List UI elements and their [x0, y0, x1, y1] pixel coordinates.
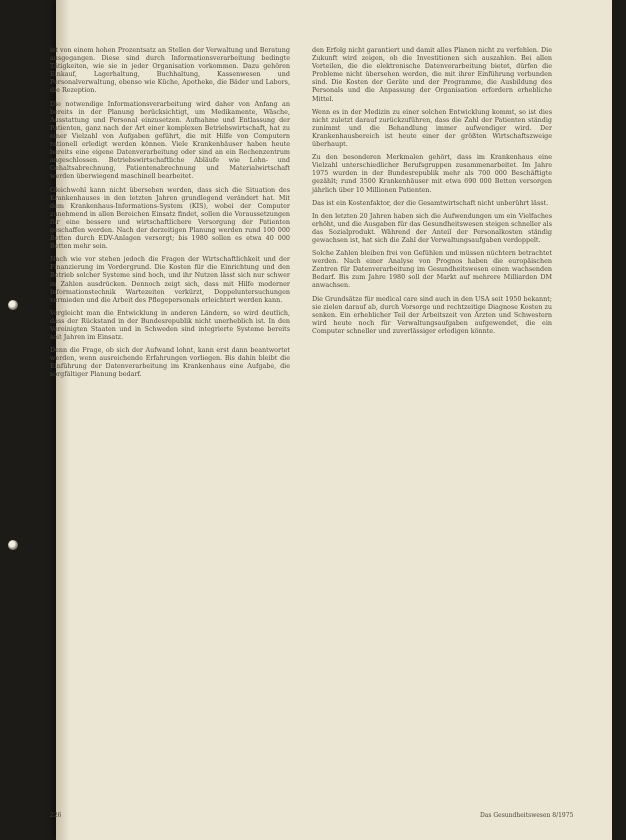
paragraph: Das ist ein Kostenfaktor, der die Gesamtwirtschaft nicht unberührt lässt. [312, 198, 549, 207]
paragraph: Nach wie vor stehen jedoch die Fragen der Wirtschaftlichkeit und der Finanzierung im Vordergrund. Die Kosten für die Einrichtung und den Betrieb solcher Systeme sind hoch, und ihr Nutzen lässt sich nur schwer in Zahlen ausdrücken. Dennoch zeigt sich, dass mit Hilfe moderner Informationstechnik Wartezeiten verkürzt, Doppeluntersuchungen vermieden und die Arbeit des Pflegepersonals erleichtert werden kann. [50, 255, 290, 304]
journal-footer: Das Gesundheitswesen 8/1975 [480, 812, 574, 819]
right-text-column [312, 46, 552, 340]
paragraph: Vergleicht man die Entwicklung in anderen Ländern, so wird deutlich, dass der Rückstand in der Bundesrepublik nicht unerheblich ist. In den Vereinigten Staaten und in Schweden sind integrierte Systeme bereits seit Jahren im Einsatz. [50, 308, 290, 342]
paragraph: In den letzten 20 Jahren haben sich die Aufwendungen um ein Vielfaches erhöht, und die Ausgaben für das Gesundheitswesen steigen schneller als das Sozialprodukt. Während der Anteil der Personalkosten ständig gewachsen ist, hat sich die Zahl der Verwaltungsaufgaben verdoppelt. [312, 211, 552, 244]
page-number: 226 [50, 812, 62, 819]
paragraph: Wenn es in der Medizin zu einer solchen Entwicklung kommt, so ist dies nicht zuletzt darauf zurückzuführen, dass die Zahl der Patienten ständig zunimmt und die Behandlung immer aufwendiger wird. Der Krankenhausbereich ist heute einer der größten Wirtschaftszweige überhaupt. [312, 107, 552, 149]
paragraph: Zu den besonderen Merkmalen gehört, dass im Krankenhaus eine Vielzahl unterschiedlicher Berufsgruppen zusammenarbeitet. Im Jahre 1975 wurden in der Bundesrepublik mehr als 700 000 Beschäftigte gezählt; rund 3500 Krankenhäuser mit etwa 690 000 Betten versorgen jährlich über 10 Millionen Patienten. [312, 153, 552, 194]
paragraph: Solche Zahlen bleiben frei von Gefühlen und müssen nüchtern betrachtet werden. Nach einer Analyse von Prognos haben die europäischen Zentren für Datenverarbeitung im Gesundheitswesen einen wachsenden Bedarf. Bis zum Jahre 1980 soll der Markt auf mehrere Milliarden DM anwachsen. [312, 249, 552, 290]
punch-hole [8, 300, 18, 310]
paragraph: Die notwendige Informationsverarbeitung wird daher von Anfang an bereits in der Planung berücksichtigt, um Medikamente, Wäsche, Ausstattung und Personal einzusetzen. Aufnahme und Entlassung der Patienten, ganz nach der Art einer komplexen Betriebswirtschaft, hat zu einer Vielzahl von Aufgaben geführt, die mit Hilfe von Computern rationell erledigt werden können. Viele Krankenhäuser haben heute bereits eine eigene Datenverarbeitung oder sind an ein Rechenzentrum angeschlossen. Betriebswirtschaftliche Abläufe wie Lohn- und Gehaltsabrechnung, Patientenabrechnung und Materialwirtschaft werden überwiegend maschinell bearbeitet. [50, 99, 290, 181]
paragraph: den Erfolg nicht garantiert und damit alles Planen nicht zu verfehlen. Die Zukunft wird zeigen, ob die Investitionen sich auszahlen. Bei allen Vorteilen, die die elektronische Datenverarbeitung bietet, dürfen die Probleme nicht übersehen werden, die mit ihrer Einführung verbunden sind. Die Kosten der Geräte und der Programme, die Ausbildung des Personals und die Anpassung der Organisation erfordern erhebliche Mittel. [312, 46, 552, 103]
paragraph: Gleichwohl kann nicht übersehen werden, dass sich die Situation des Krankenhauses in den letzten Jahren grundlegend verändert hat. Mit dem Krankenhaus-Informations-System (KIS), wobei der Computer zunehmend in allen Bereichen Einsatz findet, sollen die Voraussetzungen für eine bessere und wirtschaftlichere Versorgung der Patienten geschaffen werden. Nach der derzeitigen Planung werden rund 100 000 Betten durch EDV-Anlagen versorgt; bis 1980 sollen es etwa 40 000 Betten mehr sein. [50, 185, 290, 251]
paragraph: Denn die Frage, ob sich der Aufwand lohnt, kann erst dann beantwortet werden, wenn ausreichende Erfahrungen vorliegen. Bis dahin bleibt die Einführung der Datenverarbeitung im Krankenhaus eine Aufgabe, die sorgfältiger Planung bedarf. [50, 346, 290, 379]
punch-hole [8, 540, 18, 550]
paragraph: Die Grundsätze für medical care sind auch in den USA seit 1950 bekannt; sie zielen darauf ab, durch Vorsorge und rechtzeitige Diagnose Kosten zu senken. Ein erheblicher Teil der Arbeitszeit von Ärzten und Schwestern wird heute noch für Verwaltungsaufgaben aufgewendet, die ein Computer schneller und zuverlässiger erledigen könnte. [312, 294, 552, 335]
paragraph: ist von einem hohen Prozentsatz an Stellen der Verwaltung und Beratung ausgegangen. Diese sind durch Informationsverarbeitung bedingte Tätigkeiten, wie sie in jeder Organisation vorkommen. Dazu gehören Einkauf, Lagerhaltung, Buchhaltung, Kassenwesen und Personalverwaltung, ebenso wie Küche, Apotheke, die Bäder und Labors, die Rezeption. [50, 46, 290, 95]
left-text-column [50, 46, 290, 384]
